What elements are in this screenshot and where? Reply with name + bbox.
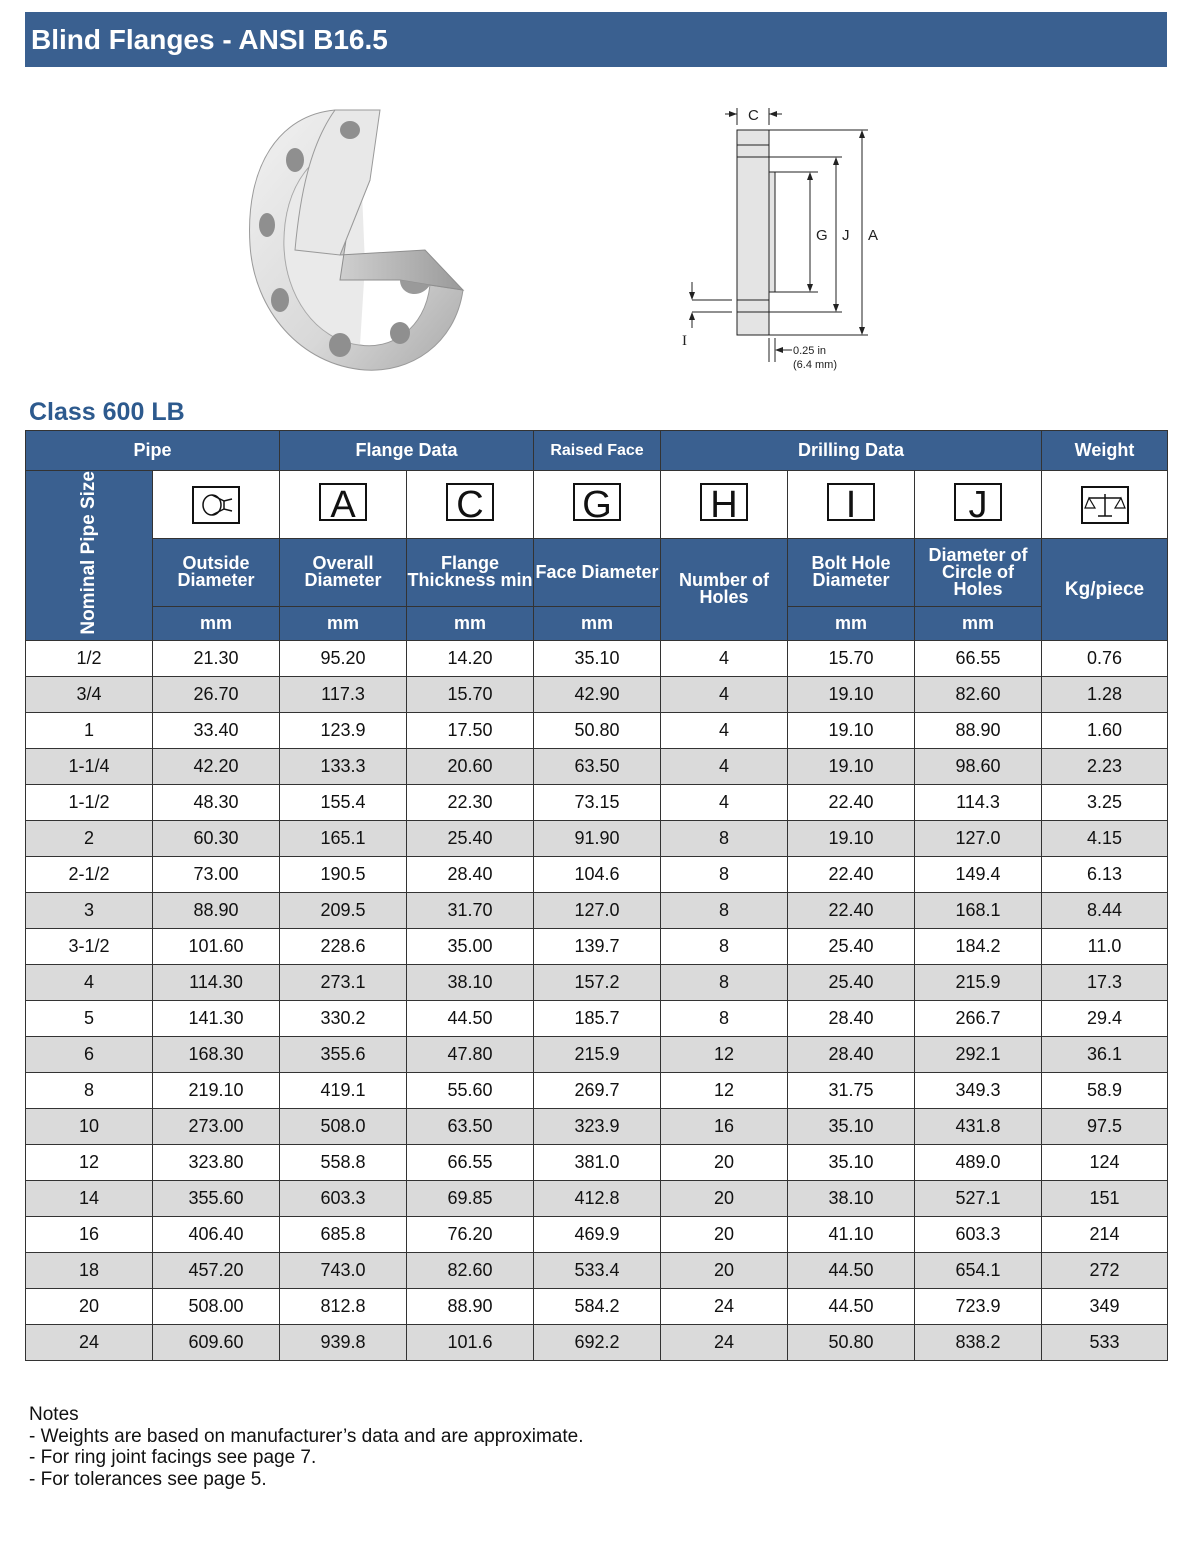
table-cell: 723.9 [915,1288,1042,1324]
table-cell: 273.1 [280,964,407,1000]
table-cell: 272 [1042,1252,1168,1288]
table-cell: 123.9 [280,712,407,748]
table-cell: 527.1 [915,1180,1042,1216]
page-title-banner [25,12,1167,67]
weight-symbol [1042,471,1168,539]
table-cell: 42.90 [534,676,661,712]
unit-diameter-circle-holes: mm [915,606,1042,640]
table-cell: 19.10 [788,748,915,784]
table-cell: 63.50 [534,748,661,784]
nominal-pipe-size-header [26,471,153,641]
symbol-a: A [280,471,407,539]
table-cell: 82.60 [407,1252,534,1288]
table-cell: 29.4 [1042,1000,1168,1036]
table-cell: 349 [1042,1288,1168,1324]
table-cell: 104.6 [534,856,661,892]
table-cell: 82.60 [915,676,1042,712]
table-cell: 8 [661,820,788,856]
unit-outside-diameter: mm [153,606,280,640]
table-cell: 4 [661,712,788,748]
table-cell: 133.3 [280,748,407,784]
table-cell: 38.10 [788,1180,915,1216]
table-cell: 73.00 [153,856,280,892]
table-cell: 14.20 [407,640,534,676]
table-cell: 8 [661,928,788,964]
table-cell: 88.90 [407,1288,534,1324]
notes-heading: Notes [29,1404,79,1425]
table-cell: 412.8 [534,1180,661,1216]
group-header-flange-data: Flange Data [280,431,534,471]
table-cell: 25.40 [788,964,915,1000]
table-cell: 91.90 [534,820,661,856]
table-cell: 114.30 [153,964,280,1000]
table-cell: 508.00 [153,1288,280,1324]
table-cell: 168.30 [153,1036,280,1072]
table-cell: 558.8 [280,1144,407,1180]
table-cell: 22.30 [407,784,534,820]
class-title: Class 600 LB [29,398,185,426]
table-cell: 1-1/2 [26,784,153,820]
table-cell: 18 [26,1252,153,1288]
table-cell: 14 [26,1180,153,1216]
table-cell: 22.40 [788,784,915,820]
table-cell: 603.3 [280,1180,407,1216]
table-cell: 28.40 [407,856,534,892]
group-header-drilling-data: Drilling Data [661,431,1042,471]
table-cell: 209.5 [280,892,407,928]
table-cell: 151 [1042,1180,1168,1216]
table-row [26,1108,1168,1144]
table-cell: 127.0 [534,892,661,928]
label-bolt-hole-diameter: Bolt Hole Diameter [788,539,915,607]
table-cell: 41.10 [788,1216,915,1252]
unit-bolt-hole-diameter: mm [788,606,915,640]
table-cell: 73.15 [534,784,661,820]
notes-section [29,1404,584,1490]
table-cell: 3-1/2 [26,928,153,964]
table-cell: 16 [26,1216,153,1252]
table-cell: 168.1 [915,892,1042,928]
flange-cross-section-diagram [670,100,900,380]
flange-cutaway-illustration [240,105,480,375]
table-cell: 20.60 [407,748,534,784]
table-cell: 33.40 [153,712,280,748]
table-cell: 1 [26,712,153,748]
table-cell: 609.60 [153,1324,280,1360]
table-cell: 44.50 [788,1288,915,1324]
table-cell: 12 [26,1144,153,1180]
table-cell: 8 [661,964,788,1000]
table-row [26,676,1168,712]
table-cell: 20 [661,1216,788,1252]
table-cell: 469.9 [534,1216,661,1252]
table-cell: 533 [1042,1324,1168,1360]
table-cell: 24 [661,1324,788,1360]
table-cell: 1.60 [1042,712,1168,748]
table-cell: 10 [26,1108,153,1144]
page-title: Blind Flanges - ANSI B16.5 [31,24,388,55]
table-cell: 101.6 [407,1324,534,1360]
table-cell: 3 [26,892,153,928]
table-cell: 19.10 [788,820,915,856]
table-cell: 4 [26,964,153,1000]
table-cell: 1-1/4 [26,748,153,784]
table-cell: 812.8 [280,1288,407,1324]
table-cell: 24 [661,1288,788,1324]
table-cell: 20 [661,1180,788,1216]
table-cell: 25.40 [788,928,915,964]
unit-face-diameter: mm [534,606,661,640]
table-cell: 15.70 [788,640,915,676]
raised-face-height-mm: (6.4 mm) [793,359,837,371]
table-cell: 42.20 [153,748,280,784]
label-face-diameter: Face Diameter [534,539,661,607]
table-row [26,892,1168,928]
table-cell: 22.40 [788,856,915,892]
table-cell: 2-1/2 [26,856,153,892]
table-cell: 28.40 [788,1000,915,1036]
table-cell: 508.0 [280,1108,407,1144]
figures-area [0,80,1190,390]
balance-scale-icon [1081,486,1129,524]
table-row [26,1072,1168,1108]
table-cell: 11.0 [1042,928,1168,964]
table-cell: 323.80 [153,1144,280,1180]
table-cell: 0.76 [1042,640,1168,676]
table-cell: 5 [26,1000,153,1036]
table-cell: 63.50 [407,1108,534,1144]
table-cell: 66.55 [407,1144,534,1180]
table-cell: 323.9 [534,1108,661,1144]
table-cell: 21.30 [153,640,280,676]
table-cell: 3.25 [1042,784,1168,820]
table-cell: 50.80 [534,712,661,748]
table-cell: 685.8 [280,1216,407,1252]
table-cell: 419.1 [280,1072,407,1108]
table-cell: 69.85 [407,1180,534,1216]
table-cell: 269.7 [534,1072,661,1108]
table-cell: 349.3 [915,1072,1042,1108]
table-cell: 6 [26,1036,153,1072]
table-cell: 38.10 [407,964,534,1000]
table-cell: 12 [661,1036,788,1072]
table-cell: 47.80 [407,1036,534,1072]
table-cell: 20 [661,1144,788,1180]
table-cell: 149.4 [915,856,1042,892]
table-cell: 214 [1042,1216,1168,1252]
group-header-raised-face: Raised Face [534,431,661,471]
table-cell: 838.2 [915,1324,1042,1360]
table-cell: 35.00 [407,928,534,964]
table-cell: 157.2 [534,964,661,1000]
pipe-caliper-icon [192,486,240,524]
table-cell: 2.23 [1042,748,1168,784]
table-row [26,784,1168,820]
table-cell: 58.9 [1042,1072,1168,1108]
label-number-of-holes: Number of Holes [661,539,788,641]
table-cell: 127.0 [915,820,1042,856]
table-cell: 165.1 [280,820,407,856]
nominal-pipe-size-label: Nominal Pipe Size [78,471,99,635]
table-cell: 44.50 [788,1252,915,1288]
table-cell: 2 [26,820,153,856]
table-cell: 35.10 [534,640,661,676]
table-cell: 8 [661,856,788,892]
table-cell: 95.20 [280,640,407,676]
table-cell: 8 [661,1000,788,1036]
table-cell: 66.55 [915,640,1042,676]
table-cell: 603.3 [915,1216,1042,1252]
table-cell: 654.1 [915,1252,1042,1288]
table-cell: 381.0 [534,1144,661,1180]
symbol-c: C [407,471,534,539]
label-kg-piece: Kg/piece [1042,539,1168,641]
table-row [26,1324,1168,1360]
table-cell: 228.6 [280,928,407,964]
table-cell: 215.9 [534,1036,661,1072]
table-cell: 60.30 [153,820,280,856]
table-cell: 117.3 [280,676,407,712]
table-row [26,1180,1168,1216]
unit-flange-thickness: mm [407,606,534,640]
table-cell: 155.4 [280,784,407,820]
label-overall-diameter: Overall Diameter [280,539,407,607]
note-item: - For tolerances see page 5. [29,1468,267,1490]
table-cell: 3/4 [26,676,153,712]
symbol-g: G [534,471,661,539]
table-cell: 35.10 [788,1144,915,1180]
note-item: - For ring joint facings see page 7. [29,1447,317,1468]
table-cell: 406.40 [153,1216,280,1252]
raised-face-height-in: 0.25 in [793,345,827,357]
table-cell: 489.0 [915,1144,1042,1180]
table-cell: 28.40 [788,1036,915,1072]
table-cell: 273.00 [153,1108,280,1144]
table-cell: 4 [661,784,788,820]
table-cell: 1.28 [1042,676,1168,712]
symbol-i: I [788,471,915,539]
table-cell: 4 [661,676,788,712]
table-cell: 101.60 [153,928,280,964]
table-cell: 17.50 [407,712,534,748]
table-cell: 355.60 [153,1180,280,1216]
table-cell: 15.70 [407,676,534,712]
table-cell: 26.70 [153,676,280,712]
table-cell: 12 [661,1072,788,1108]
table-cell: 44.50 [407,1000,534,1036]
dim-a-label: A [868,227,879,244]
table-cell: 141.30 [153,1000,280,1036]
table-row [26,1288,1168,1324]
table-row [26,1252,1168,1288]
table-cell: 19.10 [788,676,915,712]
table-row [26,1036,1168,1072]
table-cell: 24 [26,1324,153,1360]
table-body [26,640,1168,1360]
table-cell: 48.30 [153,784,280,820]
group-header-weight: Weight [1042,431,1168,471]
table-cell: 185.7 [534,1000,661,1036]
outside-diameter-symbol [153,471,280,539]
table-cell: 215.9 [915,964,1042,1000]
table-cell: 939.8 [280,1324,407,1360]
table-cell: 8 [26,1072,153,1108]
label-flange-thickness: Flange Thickness min [407,539,534,607]
symbol-j: J [915,471,1042,539]
table-cell: 76.20 [407,1216,534,1252]
table-cell: 743.0 [280,1252,407,1288]
table-cell: 88.90 [915,712,1042,748]
table-cell: 1/2 [26,640,153,676]
table-cell: 20 [26,1288,153,1324]
label-outside-diameter: Outside Diameter [153,539,280,607]
table-row [26,748,1168,784]
table-cell: 31.70 [407,892,534,928]
table-cell: 35.10 [788,1108,915,1144]
table-cell: 6.13 [1042,856,1168,892]
table-cell: 36.1 [1042,1036,1168,1072]
table-cell: 19.10 [788,712,915,748]
table-cell: 88.90 [153,892,280,928]
table-cell: 8.44 [1042,892,1168,928]
table-cell: 457.20 [153,1252,280,1288]
table-cell: 17.3 [1042,964,1168,1000]
table-cell: 50.80 [788,1324,915,1360]
dim-g-label: G [816,227,828,244]
table-cell: 16 [661,1108,788,1144]
dim-c-label: C [748,107,759,124]
table-cell: 533.4 [534,1252,661,1288]
table-cell: 184.2 [915,928,1042,964]
table-cell: 355.6 [280,1036,407,1072]
table-row [26,820,1168,856]
table-row [26,712,1168,748]
table-cell: 22.40 [788,892,915,928]
table-row [26,856,1168,892]
table-cell: 219.10 [153,1072,280,1108]
table-cell: 139.7 [534,928,661,964]
table-cell: 97.5 [1042,1108,1168,1144]
table-cell: 25.40 [407,820,534,856]
table-row [26,964,1168,1000]
note-item: - Weights are based on manufacturer’s data and are approximate. [29,1425,584,1447]
group-header-pipe: Pipe [26,431,280,471]
flange-spec-table [25,430,1168,1361]
table-cell: 4 [661,640,788,676]
table-cell: 8 [661,892,788,928]
table-row [26,1216,1168,1252]
table-cell: 55.60 [407,1072,534,1108]
table-cell: 692.2 [534,1324,661,1360]
dim-j-label: J [842,227,850,244]
table-cell: 266.7 [915,1000,1042,1036]
table-cell: 124 [1042,1144,1168,1180]
table-cell: 330.2 [280,1000,407,1036]
unit-overall-diameter: mm [280,606,407,640]
table-cell: 114.3 [915,784,1042,820]
symbol-h: H [661,471,788,539]
table-cell: 98.60 [915,748,1042,784]
table-cell: 292.1 [915,1036,1042,1072]
label-diameter-circle-holes: Diameter of Circle of Holes [915,539,1042,607]
table-row [26,1000,1168,1036]
table-cell: 4.15 [1042,820,1168,856]
table-cell: 31.75 [788,1072,915,1108]
table-cell: 584.2 [534,1288,661,1324]
table-cell: 431.8 [915,1108,1042,1144]
table-row [26,640,1168,676]
table-row [26,928,1168,964]
dim-i-label: I [682,333,687,349]
table-cell: 20 [661,1252,788,1288]
table-row [26,1144,1168,1180]
table-cell: 4 [661,748,788,784]
table-cell: 190.5 [280,856,407,892]
